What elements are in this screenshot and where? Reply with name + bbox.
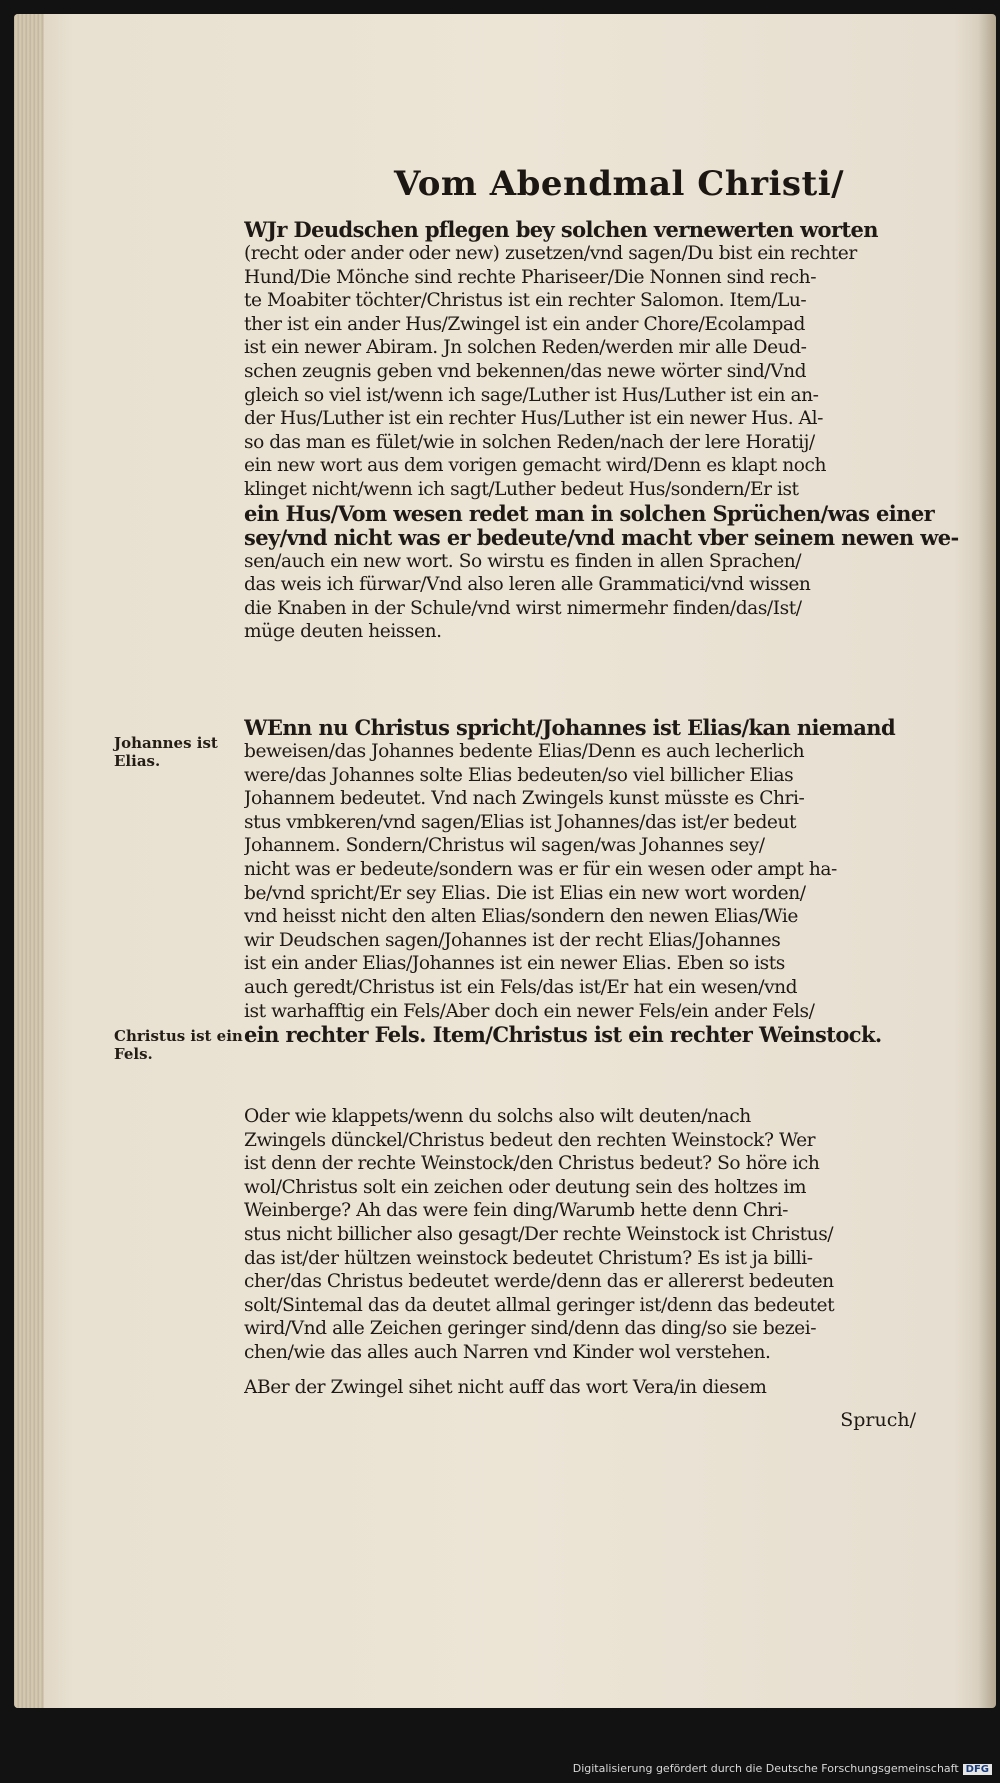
text-line: Johannem bedeutet. Vnd nach Zwingels kunst müsste es Chri- xyxy=(244,788,805,810)
running-head: Vom Abendmal Christi/ xyxy=(394,164,845,204)
text-line: klinget nicht/wenn ich sagt/Luther bedeut Hus/sondern/Er ist xyxy=(244,478,799,500)
text-line: chen/wie das alles auch Narren vnd Kinder wol verstehen. xyxy=(244,1341,771,1363)
text-line: der Hus/Luther ist ein rechter Hus/Luther ist ein newer Hus. Al- xyxy=(244,408,823,430)
text-line: das ist/der hültzen weinstock bedeutet Christum? Es ist ja billi- xyxy=(244,1247,813,1269)
margin-note-line: Fels. xyxy=(114,1045,153,1063)
text-line: wir Deudschen sagen/Johannes ist der recht Elias/Johannes xyxy=(244,929,781,951)
text-line: Hund/Die Mönche sind rechte Phariseer/Die Nonnen sind rech- xyxy=(244,266,817,288)
text-line: ist denn der rechte Weinstock/den Christus bedeut? So höre ich xyxy=(244,1153,820,1175)
paragraph-2 xyxy=(244,716,964,1047)
margin-note-line: Elias. xyxy=(114,752,161,770)
text-line: nicht was er bedeute/sondern was er für ein wesen oder ampt ha- xyxy=(244,858,837,880)
text-line: ein rechter Fels. Item/Christus ist ein rechter Weinstock. xyxy=(244,1023,882,1048)
margin-note-line: Christus ist ein xyxy=(114,1027,243,1045)
text-line: (recht oder ander oder new) zusetzen/vnd sagen/Du bist ein rechter xyxy=(244,243,857,264)
margin-note-1 xyxy=(114,734,218,770)
text-line: so das man es fület/wie in solchen Reden/nach der lere Horatij/ xyxy=(244,431,815,453)
text-line: gleich so viel ist/wenn ich sage/Luther ist Hus/Luther ist ein an- xyxy=(244,384,819,406)
text-line: Zwingels dünckel/Christus bedeut den rechten Weinstock? Wer xyxy=(244,1129,816,1151)
footer-bar xyxy=(0,1708,1000,1783)
paragraph-4 xyxy=(244,1376,964,1400)
paragraph-3 xyxy=(244,1105,964,1365)
text-line: ist ein newer Abiram. Jn solchen Reden/werden mir alle Deud- xyxy=(244,337,807,359)
text-line: beweisen/das Johannes bedente Elias/Denn es auch lecherlich xyxy=(244,741,805,762)
text-line: WJr Deudschen pflegen bey solchen vernewerten worten xyxy=(244,218,878,242)
text-line: wol/Christus solt ein zeichen oder deutung sein des holtzes im xyxy=(244,1176,806,1198)
text-line: sen/auch ein new wort. So wirstu es finden in allen Sprachen/ xyxy=(244,550,802,572)
dfg-logo: DFG xyxy=(963,1764,992,1775)
paragraph-1 xyxy=(244,218,964,644)
margin-note-line: Johannes ist xyxy=(114,734,218,752)
catchword: Spruch/ xyxy=(840,1409,916,1431)
text-line: te Moabiter töchter/Christus ist ein rechter Salomon. Item/Lu- xyxy=(244,290,807,312)
text-line: stus vmbkeren/vnd sagen/Elias ist Johannes/das ist/er bedeut xyxy=(244,811,797,833)
text-line: ein new wort aus dem vorigen gemacht wird/Denn es klapt noch xyxy=(244,455,826,477)
credit-text: Digitalisierung gefördert durch die Deutsche Forschungsgemeinschaft xyxy=(572,1762,959,1775)
text-line: WEnn nu Christus spricht/Johannes ist Elias/kan niemand xyxy=(244,716,896,740)
funding-credit xyxy=(573,1762,992,1775)
margin-note-2 xyxy=(114,1027,243,1063)
text-line: auch geredt/Christus ist ein Fels/das ist/Er hat ein wesen/vnd xyxy=(244,976,798,998)
text-line: das weis ich fürwar/Vnd also leren alle Grammatici/vnd wissen xyxy=(244,574,811,596)
text-line: vnd heisst nicht den alten Elias/sondern den newen Elias/Wie xyxy=(244,906,798,928)
text-line: wird/Vnd alle Zeichen geringer sind/denn das ding/so sie bezei- xyxy=(244,1318,817,1340)
page-edge-left xyxy=(14,14,44,1708)
text-line: ther ist ein ander Hus/Zwingel ist ein ander Chore/Ecolampad xyxy=(244,313,806,335)
text-line: Johannem. Sondern/Christus wil sagen/was Johannes sey/ xyxy=(244,835,765,857)
text-line: stus nicht billicher also gesagt/Der rechte Weinstock ist Christus/ xyxy=(244,1223,834,1245)
text-line: Weinberge? Ah das were fein ding/Warumb hette denn Chri- xyxy=(244,1200,788,1222)
text-line: were/das Johannes solte Elias bedeuten/so viel billicher Elias xyxy=(244,764,794,786)
text-line: be/vnd spricht/Er sey Elias. Die ist Elias ein new wort worden/ xyxy=(244,882,806,904)
book-page xyxy=(14,14,996,1708)
text-line: müge deuten heissen. xyxy=(244,621,442,643)
text-line: ist ein ander Elias/Johannes ist ein newer Elias. Eben so ists xyxy=(244,953,785,975)
text-line: ABer der Zwingel sihet nicht auff das wort Vera/in diesem xyxy=(244,1377,767,1398)
text-line: cher/das Christus bedeutet werde/denn das er allererst bedeuten xyxy=(244,1271,834,1293)
text-line: Oder wie klappets/wenn du solchs also wilt deuten/nach xyxy=(244,1106,751,1127)
text-line: solt/Sintemal das da deutet allmal geringer ist/denn das bedeutet xyxy=(244,1294,835,1316)
text-line: schen zeugnis geben vnd bekennen/das newe wörter sind/Vnd xyxy=(244,360,807,382)
text-line: die Knaben in der Schule/vnd wirst nimermehr finden/das/Ist/ xyxy=(244,597,802,619)
text-line: sey/vnd nicht was er bedeute/vnd macht vber seinem newen we- xyxy=(244,525,959,550)
text-line: ist warhafftig ein Fels/Aber doch ein newer Fels/ein ander Fels/ xyxy=(244,1000,815,1022)
text-line: ein Hus/Vom wesen redet man in solchen Sprüchen/was einer xyxy=(244,501,935,526)
page-edge-right xyxy=(978,14,996,1708)
